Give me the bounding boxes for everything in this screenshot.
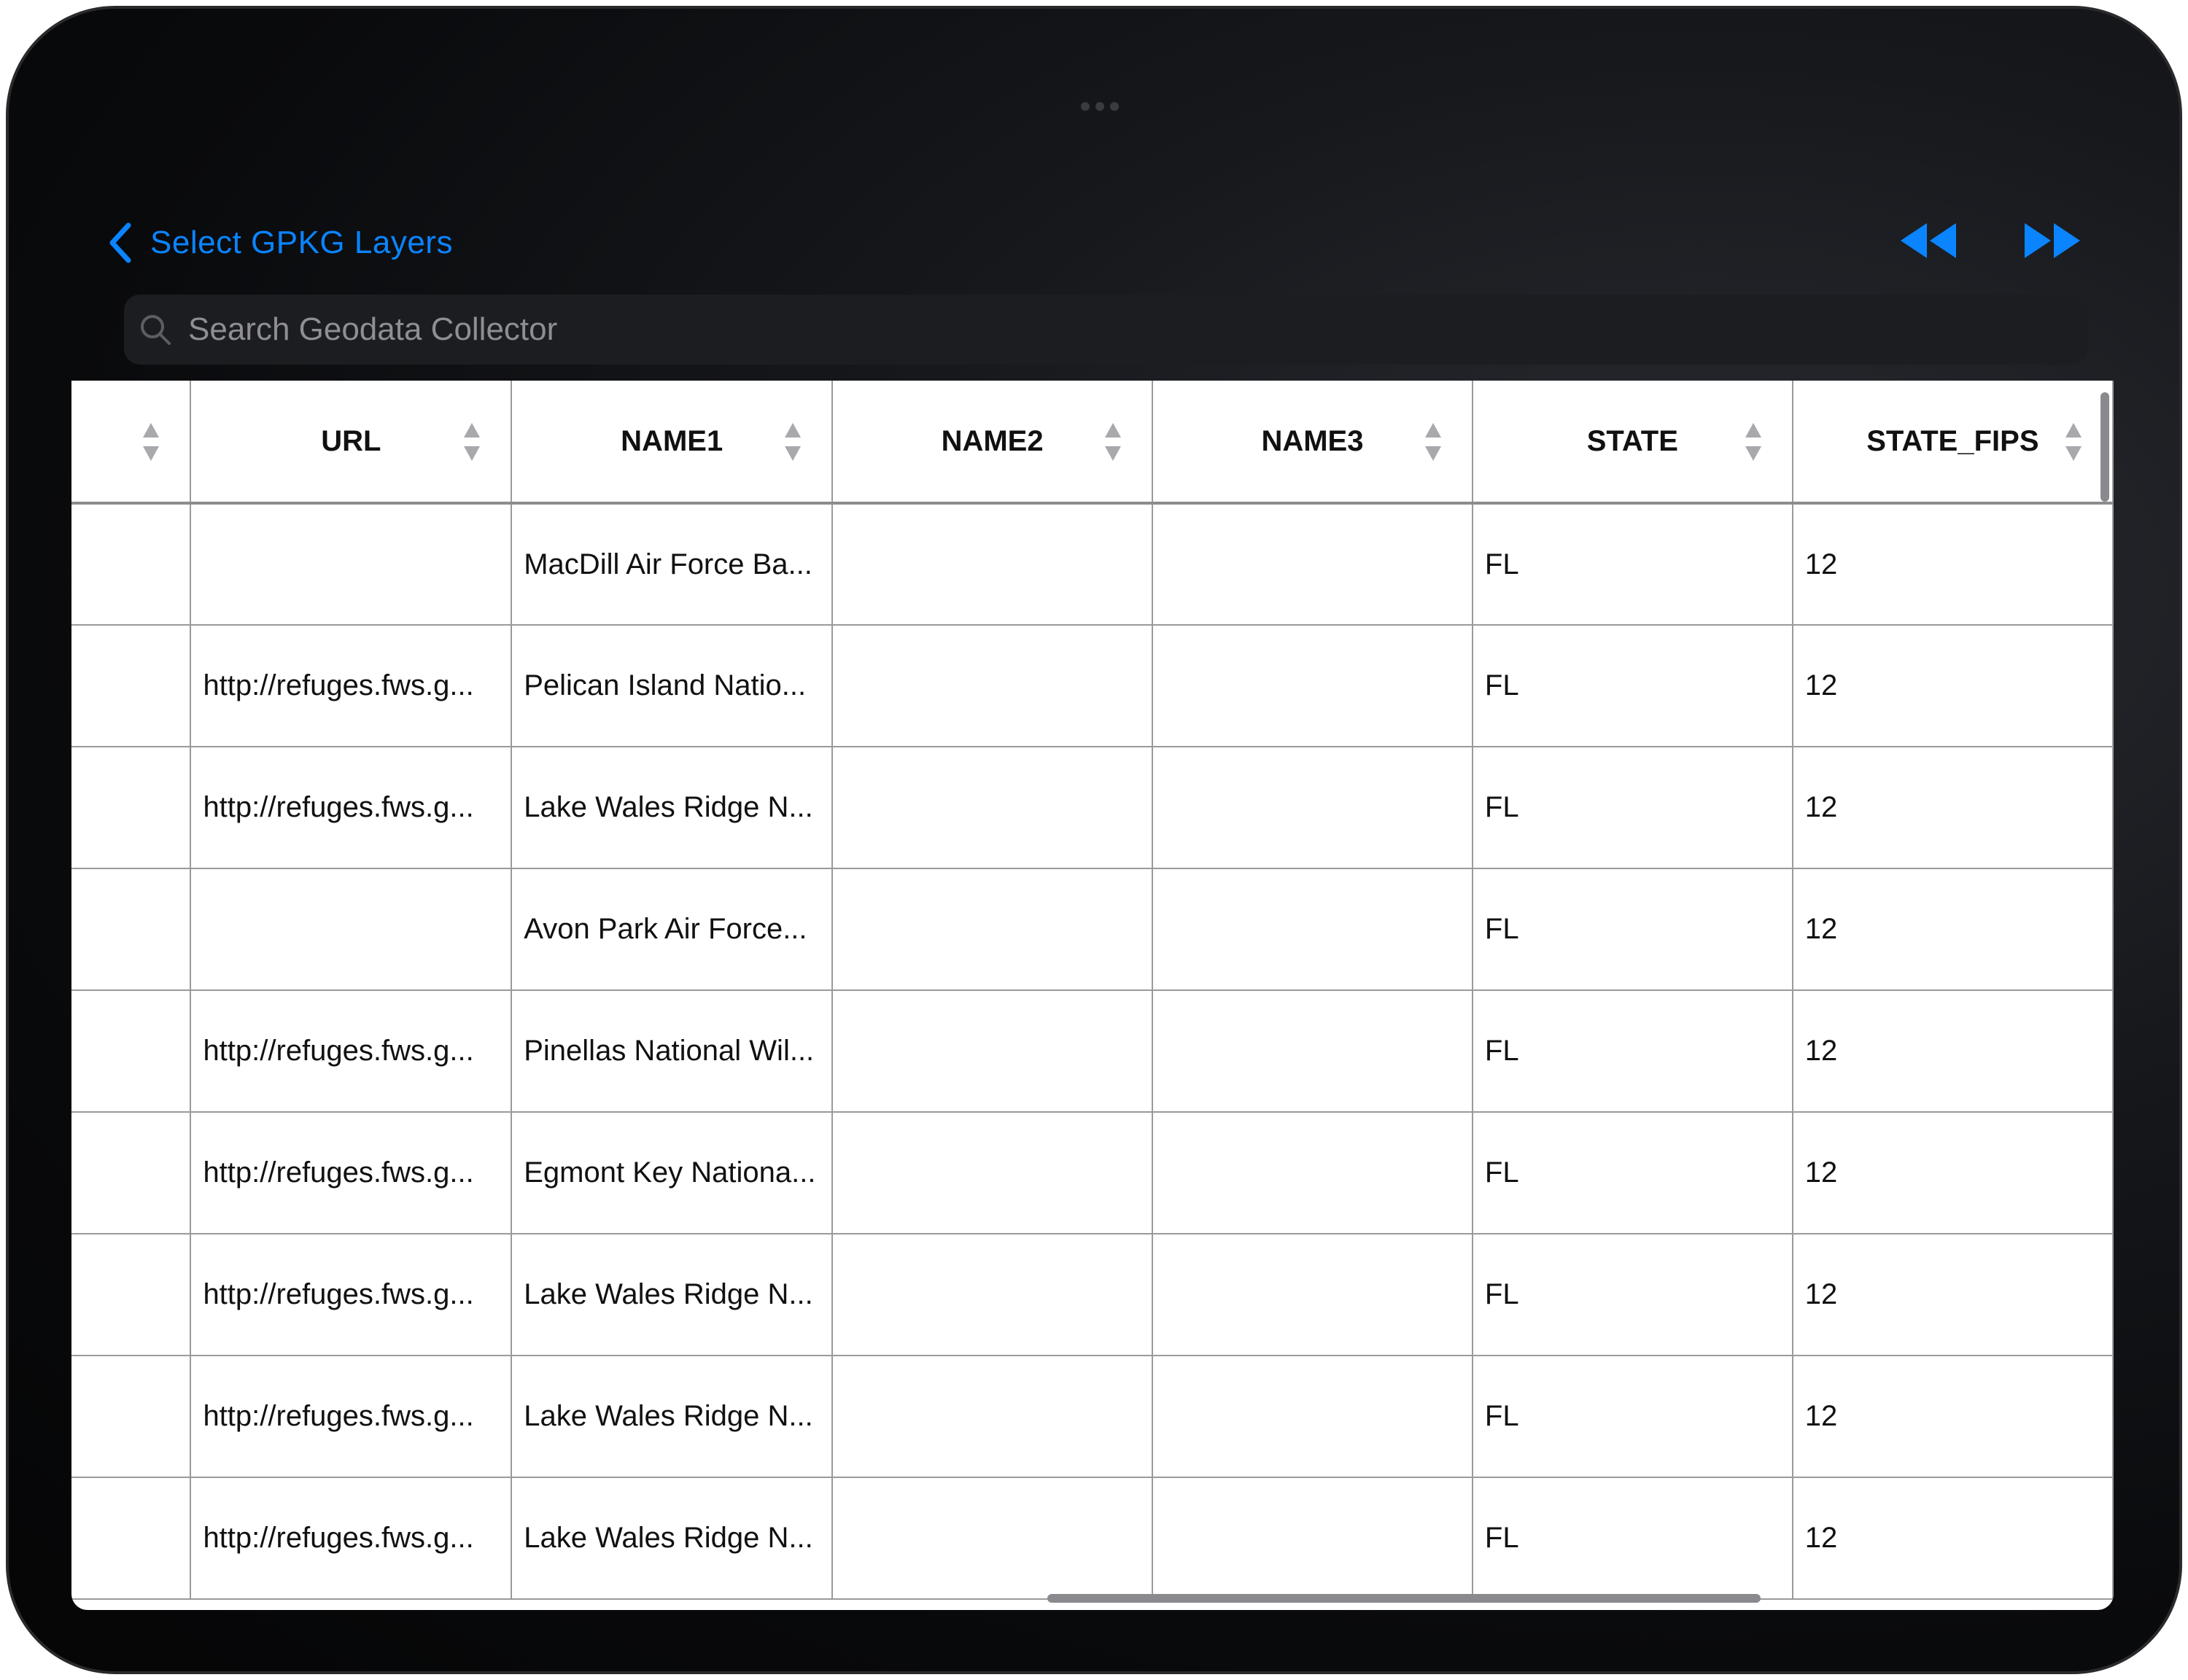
- cell-state_fips[interactable]: 12: [1793, 1356, 2113, 1477]
- table-row[interactable]: [71, 1112, 2113, 1234]
- cell-url[interactable]: http://refuges.fws.g...: [190, 990, 511, 1112]
- column-header-label: STATE_FIPS: [1866, 424, 2039, 457]
- cell-state[interactable]: FL: [1473, 868, 1793, 990]
- cell-state[interactable]: FL: [1473, 1356, 1793, 1477]
- cell-index[interactable]: [71, 625, 190, 747]
- cell-name2[interactable]: [832, 1477, 1152, 1599]
- cell-name2[interactable]: [832, 1234, 1152, 1356]
- cell-state[interactable]: FL: [1473, 1477, 1793, 1599]
- cell-index[interactable]: [71, 503, 190, 625]
- sort-arrows-icon[interactable]: [1424, 421, 1443, 462]
- cell-name1[interactable]: MacDill Air Force Ba...: [511, 503, 832, 625]
- data-table: [71, 381, 2114, 1600]
- cell-name2[interactable]: [832, 747, 1152, 868]
- cell-url[interactable]: [190, 868, 511, 990]
- cell-state[interactable]: FL: [1473, 747, 1793, 868]
- cell-state_fips[interactable]: 12: [1793, 1112, 2113, 1234]
- fast-forward-icon[interactable]: [2023, 220, 2083, 261]
- cell-name1[interactable]: Lake Wales Ridge N...: [511, 747, 832, 868]
- cell-name1[interactable]: Pelican Island Natio...: [511, 625, 832, 747]
- table-row[interactable]: [71, 868, 2113, 990]
- cell-url[interactable]: http://refuges.fws.g...: [190, 747, 511, 868]
- cell-state_fips[interactable]: 12: [1793, 868, 2113, 990]
- column-header-name3[interactable]: [1152, 381, 1473, 503]
- cell-state[interactable]: FL: [1473, 625, 1793, 747]
- cell-name2[interactable]: [832, 1356, 1152, 1477]
- cell-index[interactable]: [71, 990, 190, 1112]
- column-header-state[interactable]: [1473, 381, 1793, 503]
- cell-state_fips[interactable]: 12: [1793, 1234, 2113, 1356]
- sort-arrows-icon[interactable]: [1744, 421, 1763, 462]
- cell-name1[interactable]: Egmont Key Nationa...: [511, 1112, 832, 1234]
- vertical-scrollbar[interactable]: [2100, 392, 2109, 502]
- rewind-icon[interactable]: [1898, 220, 1958, 261]
- cell-name1[interactable]: Lake Wales Ridge N...: [511, 1356, 832, 1477]
- sort-arrows-icon[interactable]: [2064, 421, 2083, 462]
- cell-state[interactable]: FL: [1473, 1234, 1793, 1356]
- attribute-table[interactable]: [71, 381, 2114, 1610]
- cell-name1[interactable]: Lake Wales Ridge N...: [511, 1477, 832, 1599]
- sort-arrows-icon[interactable]: [141, 421, 160, 462]
- cell-index[interactable]: [71, 868, 190, 990]
- column-header-label: URL: [321, 424, 381, 457]
- cell-name1[interactable]: Avon Park Air Force...: [511, 868, 832, 990]
- column-header-label: STATE: [1586, 424, 1678, 457]
- column-header-label: NAME3: [1261, 424, 1364, 457]
- table-row[interactable]: [71, 503, 2113, 625]
- cell-name2[interactable]: [832, 503, 1152, 625]
- table-row[interactable]: [71, 1356, 2113, 1477]
- cell-name3[interactable]: [1152, 1477, 1473, 1599]
- sort-arrows-icon[interactable]: [462, 421, 481, 462]
- cell-index[interactable]: [71, 1112, 190, 1234]
- table-row[interactable]: [71, 747, 2113, 868]
- cell-name3[interactable]: [1152, 503, 1473, 625]
- cell-index[interactable]: [71, 1477, 190, 1599]
- sort-arrows-icon[interactable]: [1103, 421, 1122, 462]
- column-header-label: NAME1: [621, 424, 723, 457]
- cell-url[interactable]: http://refuges.fws.g...: [190, 1356, 511, 1477]
- horizontal-scrollbar[interactable]: [1047, 1594, 1761, 1603]
- column-header-label: NAME2: [941, 424, 1044, 457]
- cell-name2[interactable]: [832, 625, 1152, 747]
- back-button[interactable]: [108, 217, 453, 268]
- cell-index[interactable]: [71, 1356, 190, 1477]
- cell-state_fips[interactable]: 12: [1793, 625, 2113, 747]
- table-row[interactable]: [71, 1477, 2113, 1599]
- column-header-name2[interactable]: [832, 381, 1152, 503]
- cell-url[interactable]: http://refuges.fws.g...: [190, 1112, 511, 1234]
- cell-name3[interactable]: [1152, 747, 1473, 868]
- cell-state[interactable]: FL: [1473, 503, 1793, 625]
- column-header-state_fips[interactable]: [1793, 381, 2113, 503]
- cell-index[interactable]: [71, 747, 190, 868]
- cell-name3[interactable]: [1152, 868, 1473, 990]
- cell-name3[interactable]: [1152, 1234, 1473, 1356]
- chevron-left-icon: [108, 222, 133, 263]
- cell-name3[interactable]: [1152, 625, 1473, 747]
- cell-name2[interactable]: [832, 1112, 1152, 1234]
- search-icon: [139, 313, 172, 346]
- table-row[interactable]: [71, 625, 2113, 747]
- search-input[interactable]: [187, 311, 2013, 349]
- cell-name2[interactable]: [832, 990, 1152, 1112]
- cell-name3[interactable]: [1152, 1356, 1473, 1477]
- cell-name1[interactable]: Lake Wales Ridge N...: [511, 1234, 832, 1356]
- cell-name3[interactable]: [1152, 1112, 1473, 1234]
- cell-state[interactable]: FL: [1473, 990, 1793, 1112]
- table-header-row: [71, 381, 2113, 503]
- cell-index[interactable]: [71, 1234, 190, 1356]
- column-header-url[interactable]: [190, 381, 511, 503]
- cell-state_fips[interactable]: 12: [1793, 503, 2113, 625]
- cell-state_fips[interactable]: 12: [1793, 990, 2113, 1112]
- back-button-label: Select GPKG Layers: [150, 225, 453, 260]
- cell-state[interactable]: FL: [1473, 1112, 1793, 1234]
- column-header-index[interactable]: [71, 381, 190, 503]
- cell-name1[interactable]: Pinellas National Wil...: [511, 990, 832, 1112]
- table-row[interactable]: [71, 990, 2113, 1112]
- cell-state_fips[interactable]: 12: [1793, 747, 2113, 868]
- cell-name3[interactable]: [1152, 990, 1473, 1112]
- cell-url[interactable]: http://refuges.fws.g...: [190, 1477, 511, 1599]
- page-navigation: [1898, 220, 2083, 261]
- table-row[interactable]: [71, 1234, 2113, 1356]
- search-bar[interactable]: [124, 295, 2087, 365]
- cell-url[interactable]: http://refuges.fws.g...: [190, 625, 511, 747]
- column-header-name1[interactable]: [511, 381, 832, 503]
- cell-name2[interactable]: [832, 868, 1152, 990]
- cell-url[interactable]: [190, 503, 511, 625]
- sort-arrows-icon[interactable]: [783, 421, 802, 462]
- table-body: [71, 503, 2113, 1599]
- cell-url[interactable]: http://refuges.fws.g...: [190, 1234, 511, 1356]
- cell-state_fips[interactable]: 12: [1793, 1477, 2113, 1599]
- multitasking-handle[interactable]: [1081, 102, 1119, 111]
